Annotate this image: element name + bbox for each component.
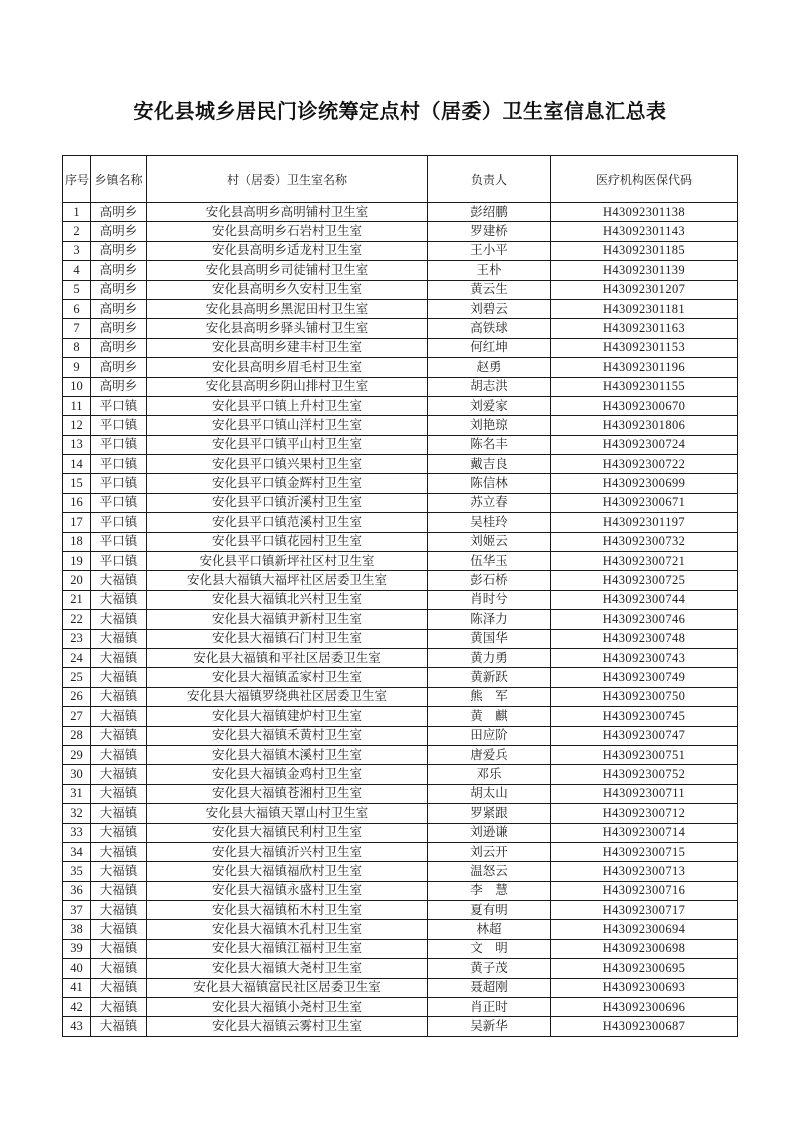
table-row bbox=[63, 493, 738, 512]
table-row bbox=[63, 668, 738, 687]
table-cell-code: H43092300724 bbox=[551, 435, 738, 454]
table-cell-clinic: 安化县大福镇云雾村卫生室 bbox=[147, 1017, 428, 1036]
table-cell-person: 彭石桥 bbox=[428, 571, 551, 590]
table-cell-index: 36 bbox=[63, 881, 91, 900]
table-row bbox=[63, 998, 738, 1017]
table-cell-clinic: 安化县平口镇沂溪村卫生室 bbox=[147, 493, 428, 512]
table-cell-index: 6 bbox=[63, 299, 91, 318]
table-cell-code: H43092300746 bbox=[551, 610, 738, 629]
clinics-table bbox=[62, 155, 738, 1037]
table-cell-code: H43092301143 bbox=[551, 222, 738, 241]
table-cell-township: 大福镇 bbox=[91, 901, 147, 920]
table-cell-township: 平口镇 bbox=[91, 513, 147, 532]
table-cell-person: 熊 军 bbox=[428, 687, 551, 706]
table-row bbox=[63, 707, 738, 726]
table-cell-index: 33 bbox=[63, 823, 91, 842]
table-cell-clinic: 安化县高明乡司徒铺村卫生室 bbox=[147, 261, 428, 280]
table-cell-township: 大福镇 bbox=[91, 920, 147, 939]
table-cell-township: 平口镇 bbox=[91, 532, 147, 551]
table-cell-code: H43092300712 bbox=[551, 804, 738, 823]
table-cell-clinic: 安化县大福镇北兴村卫生室 bbox=[147, 590, 428, 609]
table-cell-township: 大福镇 bbox=[91, 959, 147, 978]
table-row bbox=[63, 203, 738, 222]
table-cell-index: 4 bbox=[63, 261, 91, 280]
table-cell-person: 邓乐 bbox=[428, 765, 551, 784]
table-cell-person: 温怒云 bbox=[428, 862, 551, 881]
table-cell-code: H43092301196 bbox=[551, 358, 738, 377]
table-cell-index: 5 bbox=[63, 280, 91, 299]
table-cell-clinic: 安化县大福镇江福村卫生室 bbox=[147, 939, 428, 958]
table-row bbox=[63, 474, 738, 493]
table-row bbox=[63, 842, 738, 861]
table-cell-township: 大福镇 bbox=[91, 978, 147, 997]
table-cell-code: H43092301139 bbox=[551, 261, 738, 280]
table-cell-clinic: 安化县平口镇花园村卫生室 bbox=[147, 532, 428, 551]
table-cell-index: 11 bbox=[63, 396, 91, 415]
header-township: 乡镇名称 bbox=[91, 156, 147, 203]
table-cell-clinic: 安化县平口镇范溪村卫生室 bbox=[147, 513, 428, 532]
table-cell-index: 12 bbox=[63, 416, 91, 435]
table-cell-clinic: 安化县平口镇山洋村卫生室 bbox=[147, 416, 428, 435]
table-cell-township: 大福镇 bbox=[91, 784, 147, 803]
table-cell-index: 7 bbox=[63, 319, 91, 338]
table-cell-index: 39 bbox=[63, 939, 91, 958]
table-cell-clinic: 安化县大福镇福欣村卫生室 bbox=[147, 862, 428, 881]
table-cell-code: H43092301806 bbox=[551, 416, 738, 435]
table-cell-code: H43092301153 bbox=[551, 338, 738, 357]
table-cell-code: H43092300693 bbox=[551, 978, 738, 997]
table-row bbox=[63, 358, 738, 377]
table-cell-clinic: 安化县大福镇孟家村卫生室 bbox=[147, 668, 428, 687]
table-cell-township: 大福镇 bbox=[91, 707, 147, 726]
table-cell-clinic: 安化县平口镇金辉村卫生室 bbox=[147, 474, 428, 493]
table-cell-clinic: 安化县大福镇天罩山村卫生室 bbox=[147, 804, 428, 823]
table-cell-person: 赵勇 bbox=[428, 358, 551, 377]
table-cell-township: 高明乡 bbox=[91, 299, 147, 318]
table-cell-clinic: 安化县大福镇小尧村卫生室 bbox=[147, 998, 428, 1017]
table-cell-person: 胡太山 bbox=[428, 784, 551, 803]
table-cell-person: 肖正时 bbox=[428, 998, 551, 1017]
table-cell-clinic: 安化县高明乡石岩村卫生室 bbox=[147, 222, 428, 241]
table-cell-person: 李 慧 bbox=[428, 881, 551, 900]
table-cell-index: 40 bbox=[63, 959, 91, 978]
table-cell-clinic: 安化县大福镇罗绕典社区居委卫生室 bbox=[147, 687, 428, 706]
table-cell-clinic: 安化县高明乡驿头铺村卫生室 bbox=[147, 319, 428, 338]
table-row bbox=[63, 959, 738, 978]
table-cell-township: 大福镇 bbox=[91, 804, 147, 823]
table-cell-clinic: 安化县大福镇永盛村卫生室 bbox=[147, 881, 428, 900]
table-cell-township: 大福镇 bbox=[91, 687, 147, 706]
table-cell-township: 大福镇 bbox=[91, 842, 147, 861]
table-cell-township: 大福镇 bbox=[91, 1017, 147, 1036]
table-cell-clinic: 安化县大福镇民利村卫生室 bbox=[147, 823, 428, 842]
table-cell-index: 20 bbox=[63, 571, 91, 590]
table-cell-code: H43092300744 bbox=[551, 590, 738, 609]
table-cell-code: H43092300745 bbox=[551, 707, 738, 726]
table-cell-code: H43092300725 bbox=[551, 571, 738, 590]
table-row bbox=[63, 241, 738, 260]
table-cell-index: 25 bbox=[63, 668, 91, 687]
table-cell-clinic: 安化县大福镇大尧村卫生室 bbox=[147, 959, 428, 978]
table-cell-township: 大福镇 bbox=[91, 610, 147, 629]
table-row bbox=[63, 416, 738, 435]
table-cell-person: 黄新跃 bbox=[428, 668, 551, 687]
table-cell-code: H43092300713 bbox=[551, 862, 738, 881]
table-cell-person: 聂超刚 bbox=[428, 978, 551, 997]
table-cell-person: 胡志洪 bbox=[428, 377, 551, 396]
table-cell-index: 38 bbox=[63, 920, 91, 939]
table-cell-person: 彭绍鹏 bbox=[428, 203, 551, 222]
table-cell-code: H43092300721 bbox=[551, 552, 738, 571]
table-cell-township: 高明乡 bbox=[91, 280, 147, 299]
table-row bbox=[63, 939, 738, 958]
table-row bbox=[63, 862, 738, 881]
table-cell-index: 9 bbox=[63, 358, 91, 377]
table-cell-township: 高明乡 bbox=[91, 338, 147, 357]
table-cell-clinic: 安化县大福镇富民社区居委卫生室 bbox=[147, 978, 428, 997]
table-cell-township: 平口镇 bbox=[91, 455, 147, 474]
table-cell-person: 吴新华 bbox=[428, 1017, 551, 1036]
table-cell-code: H43092300696 bbox=[551, 998, 738, 1017]
table-row bbox=[63, 804, 738, 823]
table-cell-person: 唐爱兵 bbox=[428, 745, 551, 764]
table-cell-clinic: 安化县平口镇平山村卫生室 bbox=[147, 435, 428, 454]
table-row bbox=[63, 648, 738, 667]
table-row bbox=[63, 745, 738, 764]
table-cell-township: 大福镇 bbox=[91, 648, 147, 667]
table-cell-clinic: 安化县高明乡眉毛村卫生室 bbox=[147, 358, 428, 377]
table-cell-township: 高明乡 bbox=[91, 358, 147, 377]
table-cell-clinic: 安化县大福镇尹新村卫生室 bbox=[147, 610, 428, 629]
table-cell-clinic: 安化县大福镇建炉村卫生室 bbox=[147, 707, 428, 726]
table-cell-clinic: 安化县大福镇禾黄村卫生室 bbox=[147, 726, 428, 745]
table-cell-clinic: 安化县平口镇兴果村卫生室 bbox=[147, 455, 428, 474]
table-row bbox=[63, 571, 738, 590]
table-cell-code: H43092300694 bbox=[551, 920, 738, 939]
table-cell-code: H43092300748 bbox=[551, 629, 738, 648]
table-cell-index: 13 bbox=[63, 435, 91, 454]
table-cell-index: 16 bbox=[63, 493, 91, 512]
table-cell-code: H43092301185 bbox=[551, 241, 738, 260]
table-cell-person: 黄力勇 bbox=[428, 648, 551, 667]
table-cell-index: 30 bbox=[63, 765, 91, 784]
table-cell-code: H43092300715 bbox=[551, 842, 738, 861]
table-cell-code: H43092300698 bbox=[551, 939, 738, 958]
table-cell-township: 大福镇 bbox=[91, 939, 147, 958]
table-cell-township: 大福镇 bbox=[91, 998, 147, 1017]
table-cell-person: 黄云生 bbox=[428, 280, 551, 299]
table-cell-clinic: 安化县平口镇上升村卫生室 bbox=[147, 396, 428, 415]
table-cell-code: H43092300714 bbox=[551, 823, 738, 842]
table-row bbox=[63, 687, 738, 706]
table-cell-person: 王朴 bbox=[428, 261, 551, 280]
table-cell-index: 35 bbox=[63, 862, 91, 881]
table-cell-index: 37 bbox=[63, 901, 91, 920]
table-row bbox=[63, 629, 738, 648]
table-row bbox=[63, 590, 738, 609]
table-cell-township: 平口镇 bbox=[91, 474, 147, 493]
table-cell-index: 1 bbox=[63, 203, 91, 222]
table-cell-township: 大福镇 bbox=[91, 629, 147, 648]
table-cell-clinic: 安化县高明乡阴山排村卫生室 bbox=[147, 377, 428, 396]
page-title: 安化县城乡居民门诊统筹定点村（居委）卫生室信息汇总表 bbox=[133, 101, 667, 123]
header-clinic: 村（居委）卫生室名称 bbox=[147, 156, 428, 203]
table-cell-code: H43092300749 bbox=[551, 668, 738, 687]
table-cell-index: 26 bbox=[63, 687, 91, 706]
table-cell-person: 林超 bbox=[428, 920, 551, 939]
table-cell-township: 平口镇 bbox=[91, 416, 147, 435]
table-cell-person: 罗紧跟 bbox=[428, 804, 551, 823]
table-cell-index: 32 bbox=[63, 804, 91, 823]
table-cell-code: H43092300711 bbox=[551, 784, 738, 803]
table-row bbox=[63, 1017, 738, 1036]
table-cell-clinic: 安化县大福镇木孔村卫生室 bbox=[147, 920, 428, 939]
table-row bbox=[63, 978, 738, 997]
table-cell-township: 大福镇 bbox=[91, 571, 147, 590]
table-cell-person: 戴吉良 bbox=[428, 455, 551, 474]
table-cell-code: H43092301155 bbox=[551, 377, 738, 396]
table-cell-code: H43092300670 bbox=[551, 396, 738, 415]
table-cell-index: 27 bbox=[63, 707, 91, 726]
table-cell-person: 何红坤 bbox=[428, 338, 551, 357]
table-row bbox=[63, 726, 738, 745]
table-cell-township: 大福镇 bbox=[91, 590, 147, 609]
table-row bbox=[63, 552, 738, 571]
table-cell-person: 刘艳琼 bbox=[428, 416, 551, 435]
table-cell-person: 黄国华 bbox=[428, 629, 551, 648]
table-cell-township: 大福镇 bbox=[91, 745, 147, 764]
table-cell-index: 17 bbox=[63, 513, 91, 532]
table-row bbox=[63, 901, 738, 920]
table-cell-clinic: 安化县大福镇金鸡村卫生室 bbox=[147, 765, 428, 784]
table-row bbox=[63, 532, 738, 551]
table-cell-index: 34 bbox=[63, 842, 91, 861]
table-cell-index: 18 bbox=[63, 532, 91, 551]
table-cell-person: 伍华玉 bbox=[428, 552, 551, 571]
header-code: 医疗机构医保代码 bbox=[551, 156, 738, 203]
table-cell-person: 刘爱家 bbox=[428, 396, 551, 415]
table-cell-index: 3 bbox=[63, 241, 91, 260]
table-cell-person: 吴桂玲 bbox=[428, 513, 551, 532]
table-cell-township: 高明乡 bbox=[91, 241, 147, 260]
table-cell-index: 14 bbox=[63, 455, 91, 474]
table-cell-person: 刘碧云 bbox=[428, 299, 551, 318]
table-cell-township: 大福镇 bbox=[91, 668, 147, 687]
table-cell-index: 41 bbox=[63, 978, 91, 997]
table-row bbox=[63, 513, 738, 532]
table-row bbox=[63, 319, 738, 338]
table-cell-index: 21 bbox=[63, 590, 91, 609]
table-cell-person: 刘逊谦 bbox=[428, 823, 551, 842]
table-cell-person: 陈信林 bbox=[428, 474, 551, 493]
table-cell-code: H43092301138 bbox=[551, 203, 738, 222]
table-cell-township: 平口镇 bbox=[91, 396, 147, 415]
table-row bbox=[63, 222, 738, 241]
table-cell-person: 陈泽力 bbox=[428, 610, 551, 629]
header-row bbox=[63, 156, 738, 203]
table-cell-person: 夏有明 bbox=[428, 901, 551, 920]
table-cell-index: 43 bbox=[63, 1017, 91, 1036]
table-row bbox=[63, 881, 738, 900]
table-cell-person: 罗建桥 bbox=[428, 222, 551, 241]
table-cell-index: 22 bbox=[63, 610, 91, 629]
table-cell-code: H43092301207 bbox=[551, 280, 738, 299]
table-cell-township: 高明乡 bbox=[91, 222, 147, 241]
table-row bbox=[63, 823, 738, 842]
table-cell-index: 10 bbox=[63, 377, 91, 396]
table-cell-person: 刘云开 bbox=[428, 842, 551, 861]
table-cell-clinic: 安化县平口镇新坪社区村卫生室 bbox=[147, 552, 428, 571]
table-cell-clinic: 安化县大福镇和平社区居委卫生室 bbox=[147, 648, 428, 667]
table-cell-index: 2 bbox=[63, 222, 91, 241]
table-cell-code: H43092300671 bbox=[551, 493, 738, 512]
table-cell-person: 高铁球 bbox=[428, 319, 551, 338]
table-row bbox=[63, 920, 738, 939]
table-row bbox=[63, 455, 738, 474]
table-cell-person: 王小平 bbox=[428, 241, 551, 260]
table-cell-index: 23 bbox=[63, 629, 91, 648]
table-cell-code: H43092300695 bbox=[551, 959, 738, 978]
table-cell-code: H43092300743 bbox=[551, 648, 738, 667]
table-cell-person: 文 明 bbox=[428, 939, 551, 958]
table-cell-code: H43092300717 bbox=[551, 901, 738, 920]
table-cell-person: 黄子茂 bbox=[428, 959, 551, 978]
table-cell-clinic: 安化县高明乡适龙村卫生室 bbox=[147, 241, 428, 260]
table-cell-code: H43092300752 bbox=[551, 765, 738, 784]
table-cell-index: 24 bbox=[63, 648, 91, 667]
table-row bbox=[63, 338, 738, 357]
table-cell-person: 田应阶 bbox=[428, 726, 551, 745]
table-row bbox=[63, 377, 738, 396]
table-cell-township: 高明乡 bbox=[91, 203, 147, 222]
table-cell-code: H43092300747 bbox=[551, 726, 738, 745]
table-cell-code: H43092300750 bbox=[551, 687, 738, 706]
table-cell-person: 苏立春 bbox=[428, 493, 551, 512]
table-cell-clinic: 安化县大福镇大福坪社区居委卫生室 bbox=[147, 571, 428, 590]
table-cell-township: 大福镇 bbox=[91, 862, 147, 881]
table-body bbox=[63, 203, 738, 1037]
table-row bbox=[63, 280, 738, 299]
table-cell-township: 大福镇 bbox=[91, 881, 147, 900]
table-row bbox=[63, 435, 738, 454]
table-cell-code: H43092300751 bbox=[551, 745, 738, 764]
table-cell-clinic: 安化县高明乡建丰村卫生室 bbox=[147, 338, 428, 357]
table-cell-clinic: 安化县大福镇石门村卫生室 bbox=[147, 629, 428, 648]
table-cell-person: 陈名丰 bbox=[428, 435, 551, 454]
table-cell-township: 平口镇 bbox=[91, 435, 147, 454]
table-cell-code: H43092300687 bbox=[551, 1017, 738, 1036]
table-cell-township: 高明乡 bbox=[91, 261, 147, 280]
table-row bbox=[63, 261, 738, 280]
header-person: 负责人 bbox=[428, 156, 551, 203]
table-cell-township: 大福镇 bbox=[91, 765, 147, 784]
table-cell-index: 19 bbox=[63, 552, 91, 571]
table-cell-clinic: 安化县高明乡久安村卫生室 bbox=[147, 280, 428, 299]
table-row bbox=[63, 396, 738, 415]
table-cell-clinic: 安化县大福镇柘木村卫生室 bbox=[147, 901, 428, 920]
table-cell-clinic: 安化县大福镇苍湘村卫生室 bbox=[147, 784, 428, 803]
table-cell-clinic: 安化县高明乡黑泥田村卫生室 bbox=[147, 299, 428, 318]
table-cell-person: 肖时兮 bbox=[428, 590, 551, 609]
table-cell-township: 大福镇 bbox=[91, 823, 147, 842]
table-row bbox=[63, 765, 738, 784]
table-row bbox=[63, 784, 738, 803]
table-cell-index: 28 bbox=[63, 726, 91, 745]
table-cell-code: H43092301163 bbox=[551, 319, 738, 338]
table-cell-clinic: 安化县大福镇木溪村卫生室 bbox=[147, 745, 428, 764]
table-cell-index: 31 bbox=[63, 784, 91, 803]
table-cell-index: 8 bbox=[63, 338, 91, 357]
table-cell-clinic: 安化县大福镇沂兴村卫生室 bbox=[147, 842, 428, 861]
table-cell-person: 刘姬云 bbox=[428, 532, 551, 551]
table-row bbox=[63, 299, 738, 318]
table-cell-township: 高明乡 bbox=[91, 377, 147, 396]
table-row bbox=[63, 610, 738, 629]
table-cell-code: H43092301181 bbox=[551, 299, 738, 318]
table-cell-township: 平口镇 bbox=[91, 493, 147, 512]
table-cell-township: 高明乡 bbox=[91, 319, 147, 338]
table-cell-township: 大福镇 bbox=[91, 726, 147, 745]
table-cell-code: H43092300732 bbox=[551, 532, 738, 551]
table-cell-index: 15 bbox=[63, 474, 91, 493]
table-cell-code: H43092300722 bbox=[551, 455, 738, 474]
table-cell-person: 黄 麒 bbox=[428, 707, 551, 726]
table-cell-index: 29 bbox=[63, 745, 91, 764]
table-cell-index: 42 bbox=[63, 998, 91, 1017]
table-cell-clinic: 安化县高明乡高明铺村卫生室 bbox=[147, 203, 428, 222]
table-cell-code: H43092301197 bbox=[551, 513, 738, 532]
header-index: 序号 bbox=[63, 156, 91, 203]
table-cell-code: H43092300716 bbox=[551, 881, 738, 900]
table-cell-code: H43092300699 bbox=[551, 474, 738, 493]
table-cell-township: 平口镇 bbox=[91, 552, 147, 571]
